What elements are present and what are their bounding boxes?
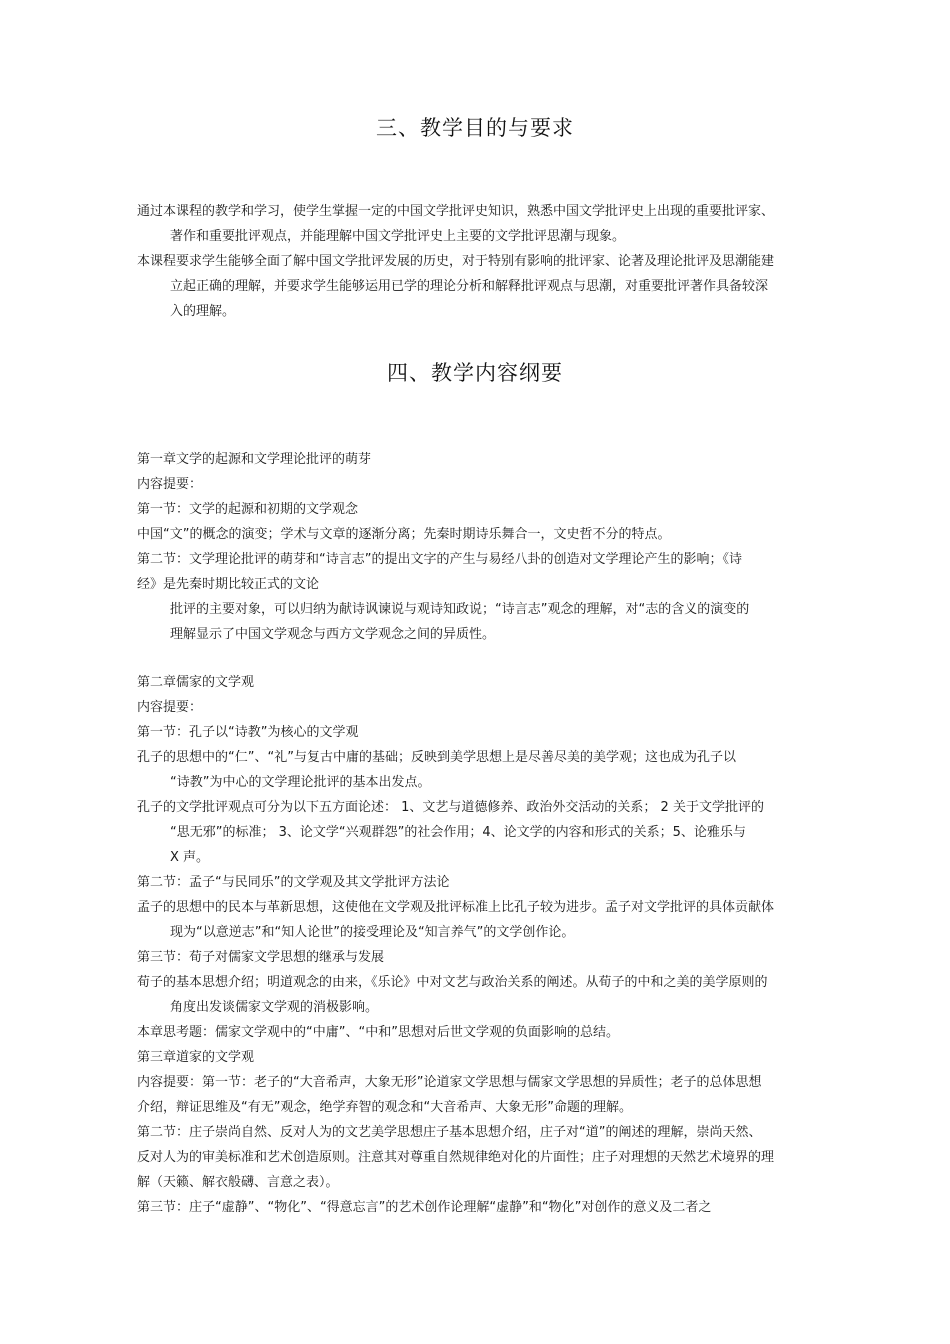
paragraph-line: “诗教”为中心的文学理论批评的基本出发点。 bbox=[170, 775, 431, 790]
paragraph-line: 现为“以意逆志”和“知人论世”的接受理论及“知言养气”的文学创作论。 bbox=[170, 925, 575, 940]
paragraph-line: 中国“文”的概念的演变；学术与文章的逐渐分离；先秦时期诗乐舞合一，文史哲不分的特点。 bbox=[137, 527, 671, 542]
content-summary-label: 内容提要： bbox=[137, 700, 203, 715]
paragraph-line: 角度出发谈儒家文学观的消极影响。 bbox=[170, 1000, 379, 1015]
section-title: 第一节：孔子以“诗教”为核心的文学观 bbox=[137, 725, 359, 740]
paragraph-line: 理解显示了中国文学观念与西方文学观念之间的异质性。 bbox=[170, 627, 496, 642]
paragraph-line: 孟子的思想中的民本与革新思想，这使他在文学观及批评标准上比孔子较为进步。孟子对文学批评的具体贡献体 bbox=[137, 900, 775, 915]
paragraph-line: 荀子的基本思想介绍；明道观念的由来，《乐论》中对文艺与政治关系的阐述。从荀子的中和之美的美学原则的 bbox=[137, 975, 768, 990]
paragraph-line: 解（天籁、解衣般礴、言意之表）。 bbox=[137, 1175, 339, 1190]
section-heading-outline: 四、教学内容纲要 bbox=[387, 361, 563, 385]
paragraph-line: 内容提要：第一节：老子的“大音希声，大象无形”论道家文学思想与儒家文学思想的异质性；老子的总体思想 bbox=[137, 1075, 762, 1090]
paragraph-line: 孔子的思想中的“仁”、“礼”与复古中庸的基础；反映到美学思想上是尽善尽美的美学观；这也成为孔子以 bbox=[137, 750, 736, 765]
section-title: 第一节：文学的起源和初期的文学观念 bbox=[137, 502, 359, 517]
paragraph-line: 经》是先秦时期比较正式的文论 bbox=[137, 577, 320, 592]
paragraph-line: 入的理解。 bbox=[170, 304, 236, 319]
section-heading-goals: 三、教学目的与要求 bbox=[376, 116, 574, 140]
section-title: 第二节：文学理论批评的萌芽和“诗言志”的提出文字的产生与易经八卦的创造对文学理论产生的影响；《诗 bbox=[137, 552, 742, 567]
chapter-title: 第二章儒家的文学观 bbox=[137, 675, 255, 690]
paragraph-line: 著作和重要批评观点，并能理解中国文学批评史上主要的文学批评思潮与现象。 bbox=[170, 229, 626, 244]
section-title: 第三节：庄子“虚静”、“物化”、“得意忘言”的艺术创作论理解“虚静”和“物化”对创作的意义及二者之 bbox=[137, 1200, 712, 1215]
chapter-title: 第三章道家的文学观 bbox=[137, 1050, 255, 1065]
paragraph-line: 批评的主要对象，可以归纳为献诗讽谏说与观诗知政说；“诗言志”观念的理解，对“志的含义的演变的 bbox=[170, 602, 750, 617]
section-title: 第二节：庄子崇尚自然、反对人为的文艺美学思想庄子基本思想介绍，庄子对“道”的阐述的理解，崇尚天然、 bbox=[137, 1125, 762, 1140]
paragraph-line: 通过本课程的教学和学习，使学生掌握一定的中国文学批评史知识，熟悉中国文学批评史上出现的重要批评家、 bbox=[137, 204, 775, 219]
content-summary-label: 内容提要： bbox=[137, 477, 203, 492]
paragraph-line: “思无邪”的标准； 3、论文学“兴观群怨”的社会作用；4、论文学的内容和形式的关系；5、论雅乐与 bbox=[170, 825, 746, 840]
paragraph-line: 本课程要求学生能够全面了解中国文学批评发展的历史，对于特别有影响的批评家、论著及理论批评及思潮能建 bbox=[137, 254, 775, 269]
chapter-title: 第一章文学的起源和文学理论批评的萌芽 bbox=[137, 452, 372, 467]
paragraph-line: 介绍，辩证思维及“有无”观念，绝学弃智的观念和“大音希声、大象无形”命题的理解。 bbox=[137, 1100, 632, 1115]
paragraph-line: 反对人为的审美标准和艺术创造原则。注意其对尊重自然规律绝对化的片面性；庄子对理想的天然艺术境界的理 bbox=[137, 1150, 775, 1165]
chapter-question: 本章思考题：儒家文学观中的“中庸”、“中和”思想对后世文学观的负面影响的总结。 bbox=[137, 1025, 619, 1040]
paragraph-line: X 声。 bbox=[170, 850, 210, 865]
paragraph-line: 孔子的文学批评观点可分为以下五方面论述： 1、文艺与道德修养、政治外交活动的关系； 2 关于文学批评的 bbox=[137, 800, 764, 815]
paragraph-line: 立起正确的理解，并要求学生能够运用已学的理论分析和解释批评观点与思潮，对重要批评著作具备较深 bbox=[170, 279, 769, 294]
section-title: 第三节：荀子对儒家文学思想的继承与发展 bbox=[137, 950, 385, 965]
section-title: 第二节：孟子“与民同乐”的文学观及其文学批评方法论 bbox=[137, 875, 450, 890]
